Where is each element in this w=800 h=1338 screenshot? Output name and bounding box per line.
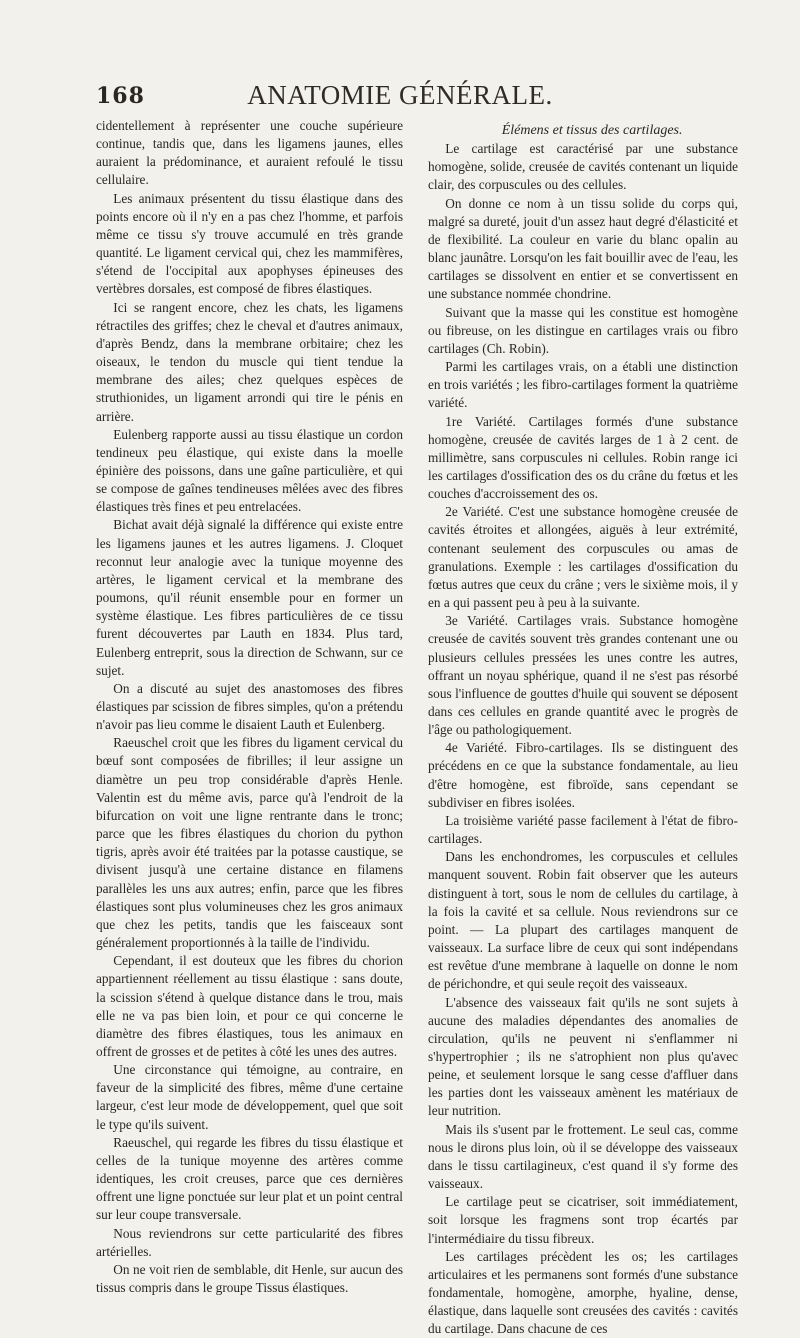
paragraph: 1re Variété. Cartilages formés d'une substance homogène, creusée de cavités larges de 1 à 2 cent. de millimètre, sans corpuscules ni cellules. Robin range ici les cartilages d'ossification des os du crâne du fœtus et les couches d'accroissement des os. [428,413,738,502]
page-number: 168 [96,83,145,109]
paragraph: Raeuschel croit que les fibres du ligament cervical du bœuf sont composées de fibrilles; il leur assigne un diamètre un peu trop considérable d'après Henle. Valentin est du même avis, parce qu'à l'endroit de la bifurcation on voit une ligne rentrante dans le tronc; parce que les fibres élastiques du chorion du python tigris, après avoir été traitées par la potasse caustique, se divisent jusqu'à une certaine distance en filamens parallèles les uns aux autres; enfin, parce que les fibres élastiques sont plus volumineuses chez les gros animaux que chez les petits, tandis que les faisceaux sont généralement proportionnés à la taille de l'individu. [96,735,403,951]
left-column [96,117,403,1297]
right-column [428,122,738,1338]
paragraph: La troisième variété passe facilement à l'état de fibro-cartilages. [428,812,738,847]
paragraph: Eulenberg rapporte aussi au tissu élastique un cordon tendineux peu élastique, qui existe dans la moelle épinière des poissons, dans une gaîne particulière, et qui se compose de gaînes tendineuses mêlées avec des fibres élastiques très fines et peu entrelacées. [96,426,403,515]
paragraph: 4e Variété. Fibro-cartilages. Ils se distinguent des précédens en ce que la substance fondamentale, au lieu d'être homogène, est fibroïde, sans cependant se subdiviser en fibres isolées. [428,740,738,810]
paragraph: Parmi les cartilages vrais, on a établi une distinction en trois variétés ; les fibro-cartilages forment la quatrième variété. [428,359,738,411]
paragraph: On a discuté au sujet des anastomoses des fibres élastiques par scission de fibres simples, qu'on a prétendu n'avoir pas lieu comme le disaient Lauth et Eulenberg. [96,680,403,733]
section-title: Élémens et tissus des cartilages. [501,123,683,138]
paragraph: Suivant que la masse qui les constitue est homogène ou fibreuse, on les distingue en cartilages vrais ou fibro cartilages (Ch. Robin). [428,304,738,356]
paragraph: cidentellement à représenter une couche supérieure continue, tandis que, dans les ligamens jaunes, elles auraient la prédominance, et auraient refoulé le tissu cellulaire. [96,118,403,188]
paragraph: Bichat avait déjà signalé la différence qui existe entre les ligamens jaunes et les autres ligamens. J. Cloquet reconnut leur analogie avec la tunique moyenne des artères, le ligament cervical et la membrane des poumons, qu'il réunit ensemble pour en former un système élastique. Les fibres particulières de ce tissu furent découvertes par Lauth en 1834. Plus tard, Eulenberg entreprit, sous la direction de Schwann, sur ce sujet. [96,517,403,678]
paragraph: 3e Variété. Cartilages vrais. Substance homogène creusée de cavités souvent très grandes contenant une ou plusieurs cellules pressées les unes contre les autres, offrant un noyau sphérique, quand il ne s'est pas résorbé sous l'influence de gouttes d'huile qui souvent se déposent dans ces cellules en grande quantité avec le progrès de l'âge ou pathologiquement. [428,613,738,738]
paragraph: Le cartilage peut se cicatriser, soit immédiatement, soit lorsque les fragmens sont trop écartés par l'intermédiaire du tissu fibreux. [428,1194,738,1246]
paragraph: Les animaux présentent du tissu élastique dans des points encore où il n'y en a pas chez l'homme, et parfois même ce tissu s'y trouve accumulé en très grande quantité. Le ligament cervical qui, chez les mammifères, s'étend de l'occipital aux apophyses épineuses des vertèbres dorsales, est composé de fibres élastiques. [96,190,403,297]
paragraph: Mais ils s'usent par le frottement. Le seul cas, comme nous le dirons plus loin, où il se développe des vaisseaux dans le tissu cartilagineux, c'est quand il s'y forme des vaisseaux. [428,1121,738,1192]
paragraph: Ici se rangent encore, chez les chats, les ligamens rétractiles des griffes; chez le cheval et d'autres animaux, d'après Bendz, dans la membrane orbitaire; chez les oiseaux, le tendon du muscle qui tient tendue la membrane des ailes; chez quelques espèces de struthionides, un ligament arrondi qui tire le pénis en arrière. [96,299,403,424]
paragraph: Cependant, il est douteux que les fibres du chorion appartiennent réellement au tissu élastique : sans doute, la scission s'étend à quelque distance dans le trou, mais elle ne va pas bien loin, et pour ce qui concerne le diamètre des fibres élastiques, tous les animaux en offrent de grosses et de petites à côté les unes des autres. [96,953,403,1059]
paragraph: Le cartilage est caractérisé par une substance homogène, solide, creusée de cavités contenant un liquide clair, des corpuscules ou des cellules. [428,141,738,193]
paragraph: Une circonstance qui témoigne, au contraire, en faveur de la simplicité des fibres, même d'une certaine largeur, c'est leur mode de développement, quel que soit le type qu'ils suivent. [96,1062,403,1132]
paragraph: On donne ce nom à un tissu solide du corps qui, malgré sa dureté, jouit d'un assez haut degré d'élasticité et de flexibilité. La couleur en varie du blanc opalin au blanc jaunâtre. Lorsqu'on les fait bouillir avec de l'eau, les cartilages se dissolvent en entier et se convertissent en une substance nommée chondrine. [428,195,738,302]
paragraph: Raeuschel, qui regarde les fibres du tissu élastique et celles de la tunique moyenne des artères comme identiques, les croit creuses, parce que ces dernières offrent une ligne ponctuée sur leur plat et un point central sur leur coupe transversale. [96,1134,403,1223]
paragraph: 2e Variété. C'est une substance homogène creusée de cavités étroites et allongées, aiguës à leur extrémité, contenant seulement des corpuscules ou amas de granulations. Exemple : les cartilages d'ossification du fœtus autres que ceux du crâne ; vers le sixième mois, il y en a qui passent peu à peu à la suivante. [428,504,738,611]
running-title: ANATOMIE GÉNÉRALE. [247,80,553,110]
paragraph: L'absence des vaisseaux fait qu'ils ne sont sujets à aucune des maladies dépendantes des anomalies de circulation, qu'ils ne peuvent ni s'enflammer ni s'hypertrophier ; ils ne s'atrophient non plus qu'avec peine, et seulement lorsque le sang cesse d'affluer dans les parties dont les vaisseaux amènent les matériaux de leur nutrition. [428,994,738,1119]
paragraph: Dans les enchondromes, les corpuscules et cellules manquent souvent. Robin fait observer que les auteurs distinguent à tort, sous le nom de cellules du cartilage, à la fois la cavité et sa cellule. Nous reviendrons sur ce point. — La plupart des cartilages manquent de vaisseaux. La surface libre de ceux qui sont indépendans est revêtue d'une membrane à laquelle on donne le nom de périchondre, et qui seule reçoit des vaisseaux. [428,849,738,992]
paragraph: On ne voit rien de semblable, dit Henle, sur aucun des tissus compris dans le groupe Tissus élastiques. [96,1261,403,1295]
paragraph: Les cartilages précèdent les os; les cartilages articulaires et les permanens sont formés d'une substance fondamentale, homogène, amorphe, hyaline, dense, élastique, dans laquelle sont creusées des cavités : cavités du cartilage. Dans chacune de ces [428,1248,738,1337]
paragraph: Nous reviendrons sur cette particularité des fibres artérielles. [96,1225,403,1259]
